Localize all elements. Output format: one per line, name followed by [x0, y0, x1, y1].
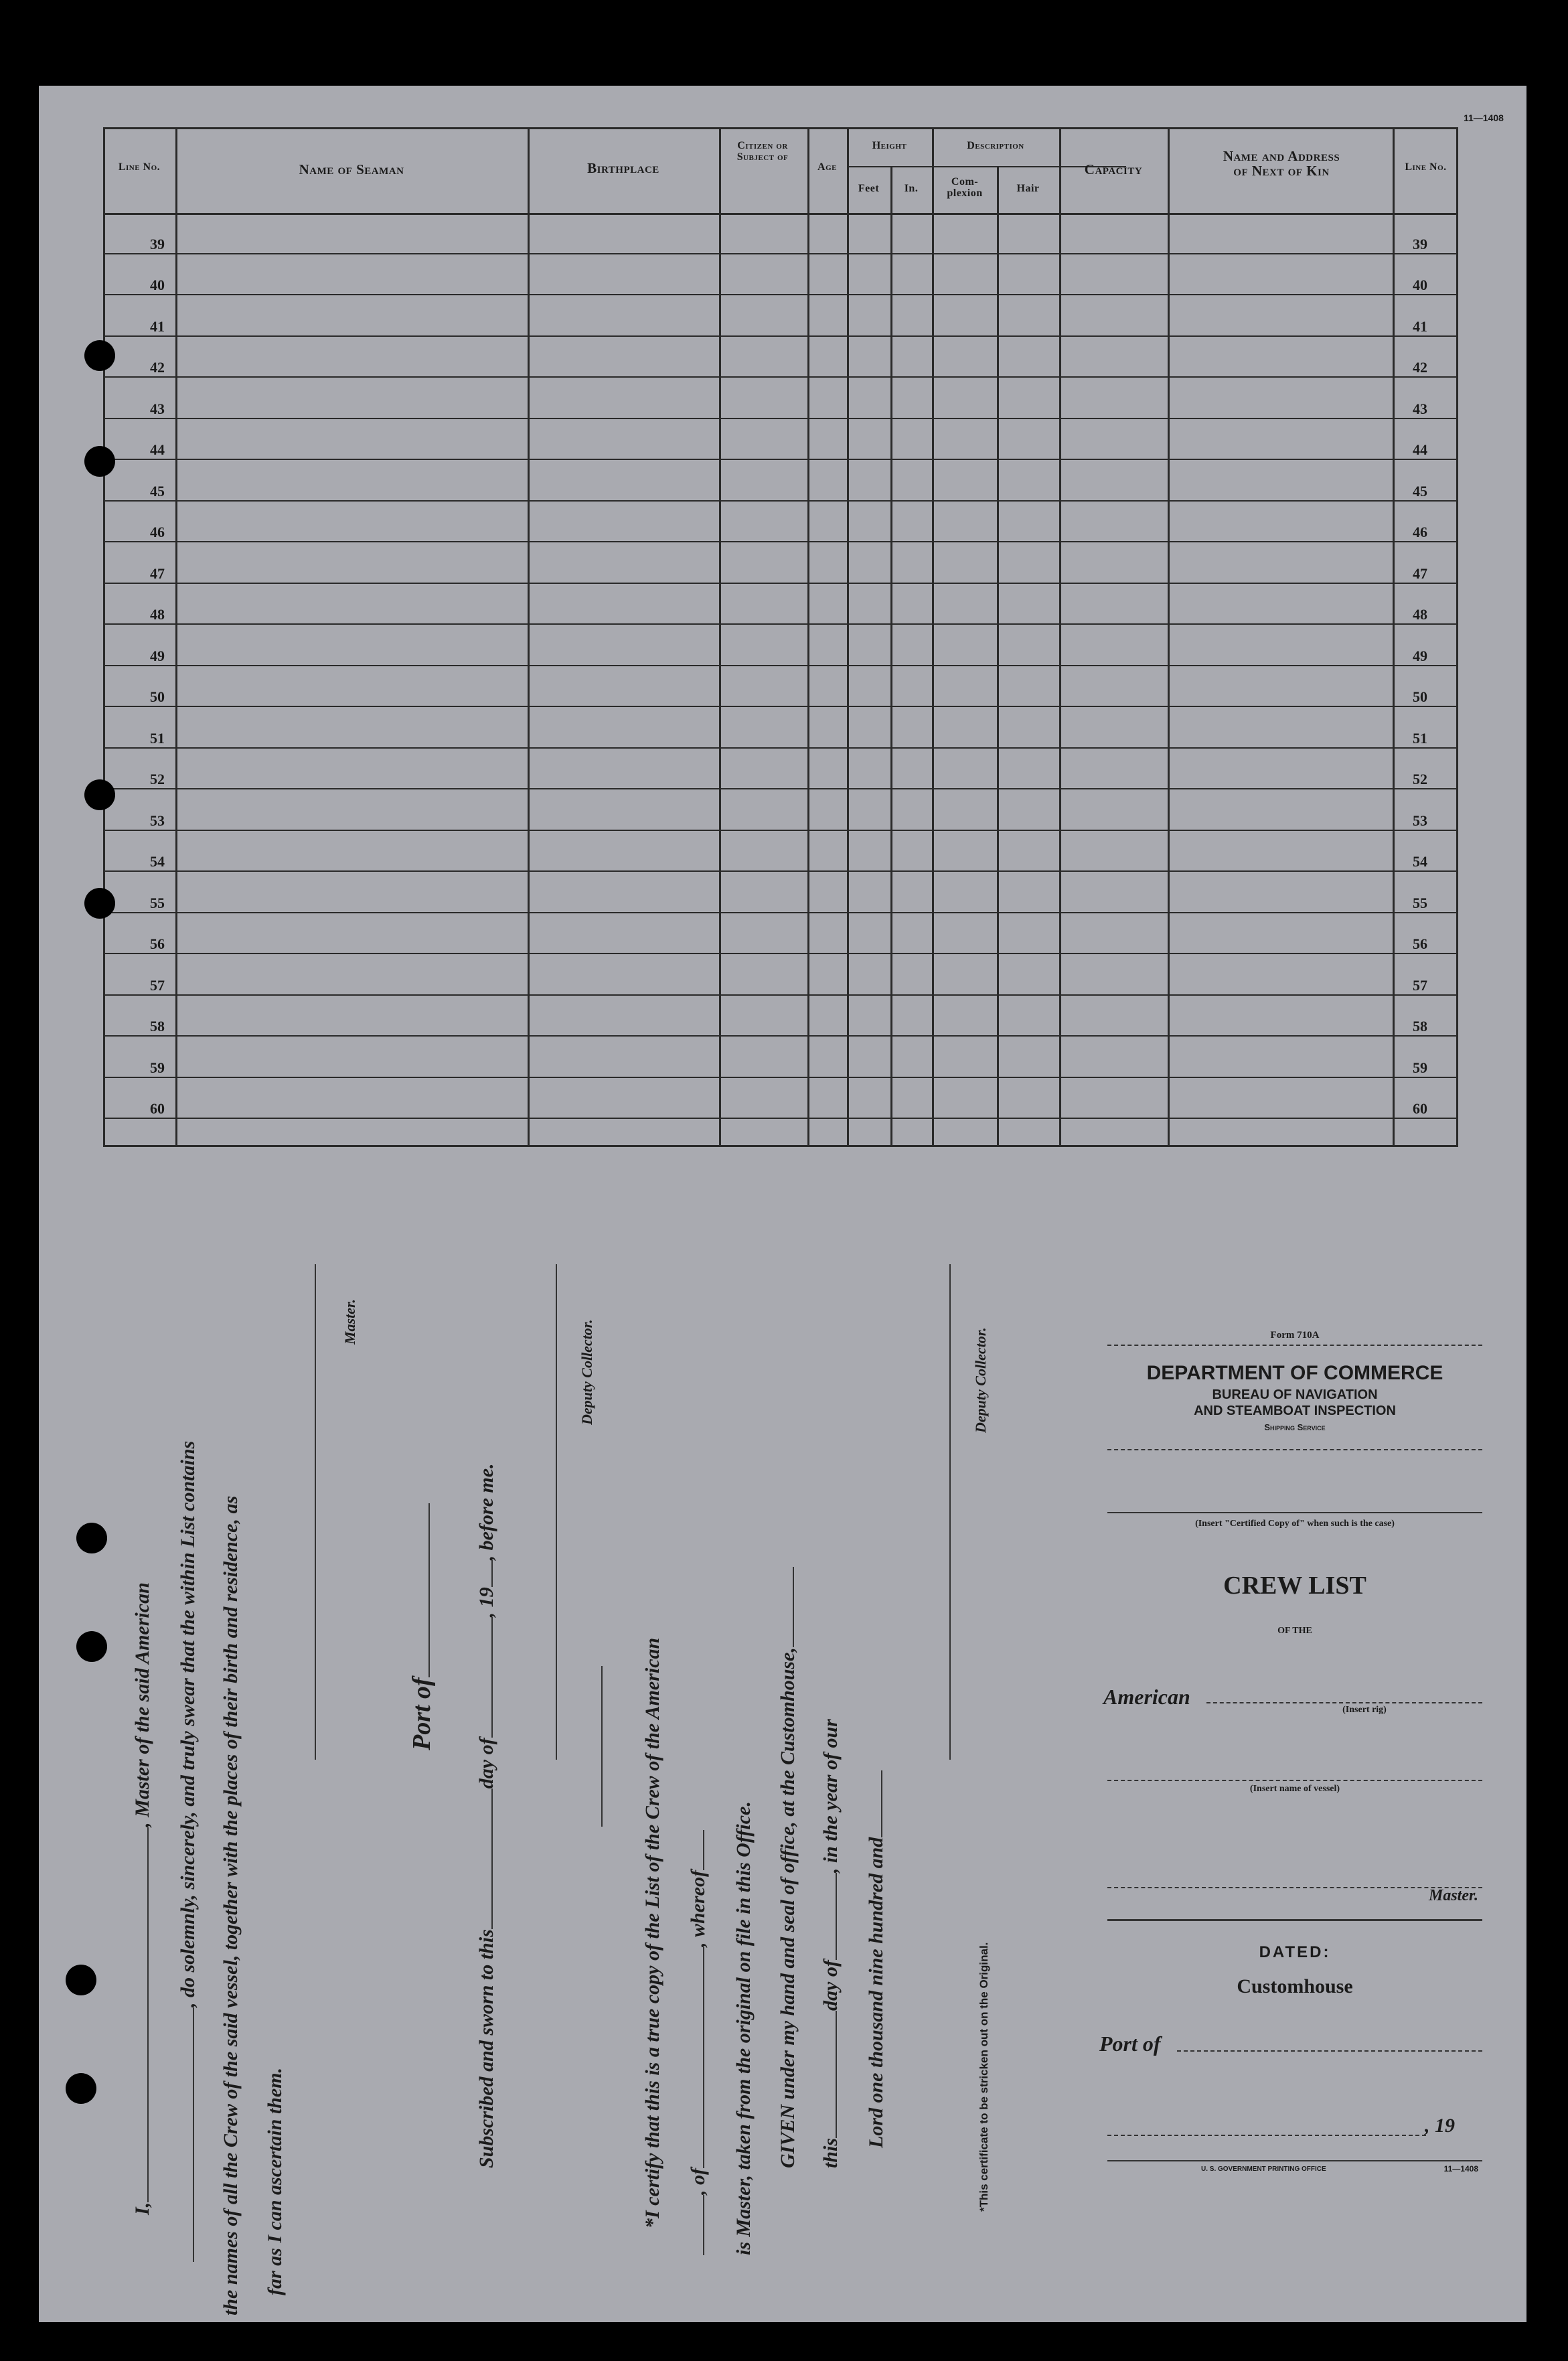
- cover-bottom-rule: [1107, 2160, 1482, 2161]
- cover-rig-line: [1206, 1702, 1482, 1703]
- cover-insert-certified: (Insert "Certified Copy of" when such is the case): [1195, 1519, 1395, 1529]
- cover-bureau-2: AND STEAMBOAT INSPECTION: [1194, 1403, 1396, 1418]
- cover-year: , 19: [1425, 2115, 1455, 2137]
- line-number-right: 51: [1413, 729, 1427, 747]
- form-code-top: 11—1408: [1464, 112, 1504, 123]
- cover-dashed-line-2: [1107, 1449, 1482, 1450]
- cover-master: Master.: [1428, 1887, 1478, 1904]
- deputy-signature-line-1: [556, 1264, 557, 1760]
- header-next-of-kin: Name and Address of Next of Kin: [1223, 148, 1340, 179]
- line-number-right: 59: [1413, 1059, 1427, 1076]
- header-inches: In.: [904, 183, 919, 194]
- cover-american: American: [1103, 1685, 1190, 1709]
- table-row: [103, 953, 1458, 954]
- punch-hole: [76, 1631, 107, 1662]
- line-number-right: 50: [1413, 688, 1427, 705]
- oath-line-1: I,, Master of the said American: [131, 1582, 153, 2215]
- punch-hole: [84, 446, 115, 477]
- header-description: Description: [967, 140, 1024, 151]
- cover-dated: DATED:: [1259, 1943, 1331, 1961]
- header-name-of-seaman: Name of Seaman: [299, 161, 404, 177]
- cover-department: DEPARTMENT OF COMMERCE: [1146, 1362, 1443, 1384]
- punch-hole: [84, 340, 115, 371]
- certificate-line-5: Lord one thousand nine hundred and: [865, 1770, 888, 2148]
- line-number-left: 43: [150, 400, 165, 417]
- line-number-right: 39: [1413, 235, 1427, 252]
- table-row: [103, 1118, 1458, 1119]
- table-row: [103, 706, 1458, 707]
- line-number-left: 51: [150, 729, 165, 747]
- cover-date-line: [1107, 2135, 1426, 2136]
- line-number-left: 60: [150, 1100, 165, 1117]
- certificate-line-3: GIVEN under my hand and seal of office, at the Customhouse,: [777, 1567, 799, 2168]
- header-citizen: Citizen or Subject of: [736, 140, 789, 163]
- line-number-left: 47: [150, 564, 165, 582]
- certificate-line-2: is Master, taken from the original on file in this Office.: [732, 1801, 755, 2255]
- crew-table: [103, 127, 1458, 1145]
- table-row: [103, 541, 1458, 542]
- line-number-right: 56: [1413, 935, 1427, 952]
- table-row: [103, 912, 1458, 913]
- line-number-right: 55: [1413, 894, 1427, 911]
- line-number-left: 39: [150, 235, 165, 252]
- cover-title: CREW LIST: [1223, 1572, 1366, 1600]
- punch-hole: [84, 779, 115, 810]
- line-number-left: 53: [150, 812, 165, 829]
- table-row: [103, 294, 1458, 295]
- line-number-right: 48: [1413, 606, 1427, 623]
- table-row: [103, 335, 1458, 337]
- line-number-right: 58: [1413, 1018, 1427, 1035]
- punch-hole: [66, 2073, 96, 2104]
- line-number-right: 57: [1413, 976, 1427, 994]
- header-line-no-right: Line No.: [1405, 161, 1447, 173]
- table-row: [103, 870, 1458, 872]
- header-height: Height: [872, 140, 907, 151]
- line-number-left: 56: [150, 935, 165, 952]
- punch-hole: [84, 888, 115, 919]
- line-number-left: 42: [150, 359, 165, 376]
- cover-top-dashed-line: [1107, 1345, 1482, 1346]
- table-row: [103, 583, 1458, 584]
- table-row: [103, 1035, 1458, 1037]
- certificate-line-1: *I certify that this is a true copy of the List of the Crew of the American: [641, 1637, 663, 2228]
- oath-line-3: the names of all the Crew of the said vessel, together with the places of their birth and residence, as: [220, 1495, 242, 2315]
- oath-line-4: far as I can ascertain them.: [264, 2067, 286, 2295]
- line-number-right: 52: [1413, 771, 1427, 787]
- table-row: [103, 418, 1458, 419]
- table-row: [103, 788, 1458, 789]
- header-capacity: Capacity: [1084, 161, 1143, 177]
- line-number-left: 57: [150, 976, 165, 994]
- form-sheet: [39, 86, 1526, 2322]
- punch-hole: [76, 1523, 107, 1553]
- table-row: [103, 376, 1458, 378]
- deputy-collector-label-1: Deputy Collector.: [578, 1319, 595, 1425]
- line-number-left: 50: [150, 688, 165, 705]
- line-number-right: 43: [1413, 400, 1427, 417]
- punch-hole: [66, 1965, 96, 1995]
- table-row: [103, 623, 1458, 625]
- line-number-left: 52: [150, 771, 165, 787]
- header-line-no: Line No.: [118, 161, 161, 173]
- cover-bureau-1: BUREAU OF NAVIGATION: [1212, 1387, 1378, 1402]
- cover-of-the: OF THE: [1277, 1626, 1312, 1636]
- cover-port-line: [1177, 2050, 1482, 2052]
- table-row: [103, 1077, 1458, 1078]
- line-number-right: 46: [1413, 524, 1427, 540]
- line-number-left: 48: [150, 606, 165, 623]
- table-row: [103, 830, 1458, 831]
- deputy-collector-label-2: Deputy Collector.: [972, 1327, 989, 1433]
- line-number-right: 41: [1413, 317, 1427, 335]
- cover-printing-office: U. S. GOVERNMENT PRINTING OFFICE: [1201, 2165, 1326, 2173]
- line-number-right: 53: [1413, 812, 1427, 829]
- cover-code: 11—1408: [1443, 2164, 1478, 2174]
- table-row: [103, 459, 1458, 460]
- line-number-right: 44: [1413, 441, 1427, 458]
- header-complexion: Com-plexion: [947, 176, 983, 199]
- certificate-footnote: *This certificate to be stricken out on the Original.: [977, 1942, 990, 2212]
- oath-subscribed: Subscribed and sworn to thisday of, 19, before me.: [475, 1463, 497, 2168]
- line-number-right: 49: [1413, 647, 1427, 664]
- cover-customhouse: Customhouse: [1237, 1975, 1353, 1997]
- table-row: [103, 665, 1458, 666]
- line-number-right: 42: [1413, 359, 1427, 376]
- line-number-right: 40: [1413, 277, 1427, 293]
- cover-port-of: Port of: [1099, 2032, 1161, 2056]
- table-row: [103, 994, 1458, 996]
- cover-form-number: Form 710A: [1270, 1330, 1320, 1341]
- cover-shipping-service: Shipping Service: [1264, 1422, 1326, 1432]
- line-number-left: 58: [150, 1018, 165, 1035]
- line-number-left: 59: [150, 1059, 165, 1076]
- line-number-left: 40: [150, 277, 165, 293]
- line-number-left: 54: [150, 853, 165, 870]
- cover-vessel-line: [1107, 1780, 1482, 1781]
- table-row: [103, 253, 1458, 254]
- master-label: Master.: [341, 1299, 358, 1345]
- header-feet: Feet: [858, 183, 880, 194]
- line-number-right: 45: [1413, 482, 1427, 500]
- divider-line: [601, 1666, 603, 1827]
- line-number-left: 49: [150, 647, 165, 664]
- table-row: [103, 747, 1458, 749]
- line-number-right: 60: [1413, 1100, 1427, 1117]
- header-hair: Hair: [1016, 183, 1040, 194]
- line-number-right: 54: [1413, 853, 1427, 870]
- line-number-right: 47: [1413, 564, 1427, 582]
- table-row: [103, 500, 1458, 502]
- cover-certified-line: [1107, 1512, 1482, 1513]
- header-age: Age: [817, 161, 837, 173]
- line-number-left: 44: [150, 441, 165, 458]
- cover-insert-vessel: (Insert name of vessel): [1249, 1784, 1340, 1794]
- master-signature-line: [315, 1264, 316, 1760]
- line-number-left: 41: [150, 317, 165, 335]
- header-birthplace: Birthplace: [587, 160, 659, 176]
- line-number-left: 46: [150, 524, 165, 540]
- oath-port-of: Port of: [407, 1503, 437, 1750]
- deputy-signature-line-2: [949, 1264, 951, 1760]
- line-number-left: 55: [150, 894, 165, 911]
- line-number-left: 45: [150, 482, 165, 500]
- certificate-line-4: thisday of, in the year of our: [819, 1719, 842, 2168]
- oath-line-2: , do solemnly, sincerely, and truly swear that the within List contains: [177, 1441, 200, 2262]
- cover-master-rule: [1107, 1919, 1482, 1921]
- certificate-line-of: , of, whereof: [687, 1830, 710, 2255]
- cover-insert-rig: (Insert rig): [1342, 1705, 1387, 1715]
